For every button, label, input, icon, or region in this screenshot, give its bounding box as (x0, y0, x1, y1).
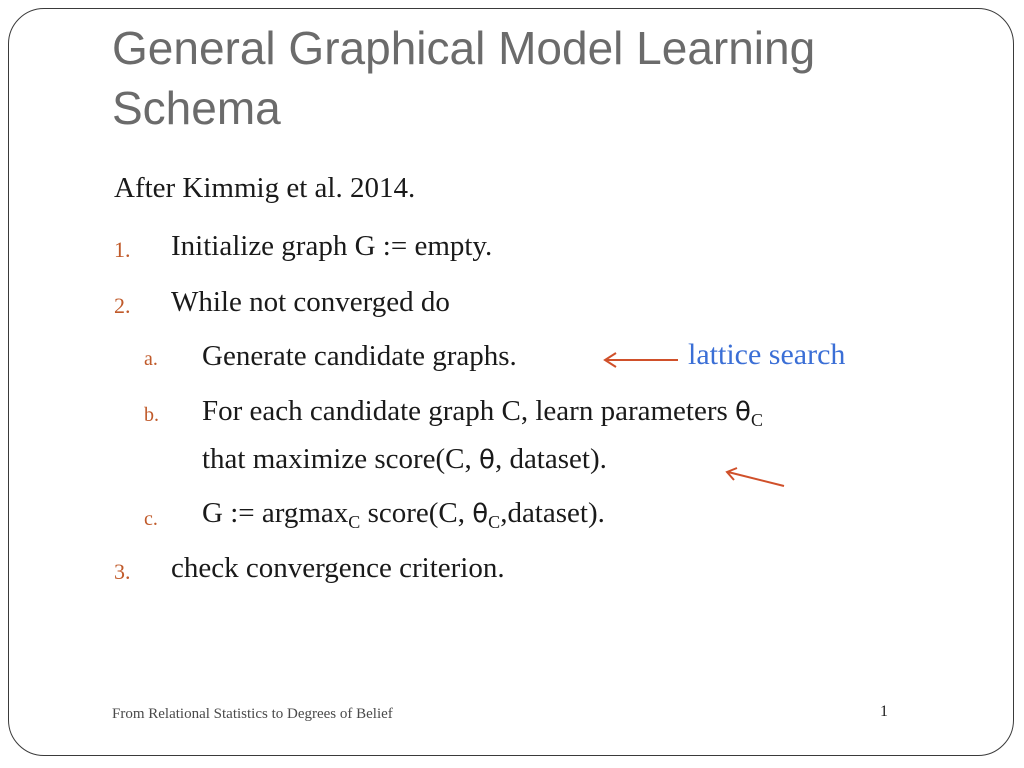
substep-c-post: ,dataset). (500, 497, 605, 529)
intro-text: After Kimmig et al. 2014. (114, 172, 416, 204)
theta-subscript: C (750, 410, 763, 430)
theta-symbol: θ (735, 397, 751, 427)
lattice-search-annotation: lattice search (688, 338, 846, 371)
substep-a-text: Generate candidate graphs. (202, 340, 517, 372)
step-3-text: check convergence criterion. (171, 552, 505, 584)
step-2-text: While not converged do (171, 286, 450, 318)
footer-text: From Relational Statistics to Degrees of Belief (112, 706, 393, 722)
substep-c-mid: score(C, (360, 497, 473, 529)
argmax-subscript: C (348, 512, 361, 532)
theta-symbol: θ (472, 499, 489, 529)
substep-b-text-3: , dataset). (494, 443, 607, 475)
substep-b-line-2 (202, 443, 607, 476)
substep-c-line (202, 497, 605, 530)
substep-a-marker: a. (144, 348, 158, 370)
slide-title: General Graphical Model Learning Schema (112, 22, 816, 134)
step-1-text: Initialize graph G := empty. (171, 230, 493, 262)
step-1-marker: 1. (114, 237, 131, 262)
substep-b-marker: b. (144, 404, 159, 426)
page-number: 1 (880, 703, 888, 720)
substep-b-text-2: that maximize score(C, (202, 443, 480, 475)
substep-b-line-1 (202, 395, 763, 428)
theta-subscript: C (488, 512, 501, 532)
left-arrow-icon (600, 350, 682, 370)
substep-c-marker: c. (144, 508, 158, 530)
diagonal-arrow-icon (722, 466, 788, 490)
substep-b-text: For each candidate graph C, learn parameters (202, 395, 736, 427)
theta-symbol: θ (479, 445, 495, 475)
substep-c-pre: G := argmax (202, 497, 349, 529)
step-2-marker: 2. (114, 293, 131, 318)
step-3-marker: 3. (114, 559, 131, 584)
